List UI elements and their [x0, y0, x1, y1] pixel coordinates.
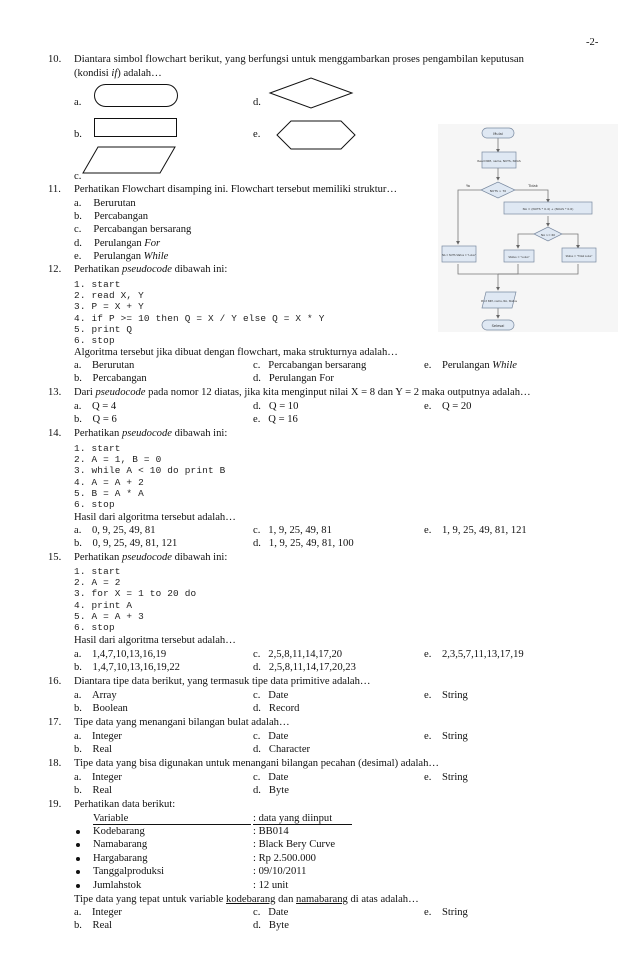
flowchart-end-label: Selesai: [491, 324, 505, 328]
option-b[interactable]: b. Real: [74, 744, 112, 755]
code-line: 6. stop: [74, 622, 115, 633]
option-e[interactable]: e. String: [424, 772, 468, 783]
code-line: 4. A = A + 2: [74, 476, 144, 488]
table-cell-value: : BB014: [253, 826, 289, 837]
question-prompt: Hasil dari algoritma tersebut adalah…: [74, 512, 236, 523]
question-text: Tipe data yang bisa digunakan untuk menangani bilangan pecahan (desimal) adalah…: [74, 758, 439, 769]
option-a[interactable]: a. Integer: [74, 731, 122, 742]
option-d[interactable]: d. Record: [253, 703, 300, 714]
code-line: 6. stop: [74, 499, 115, 510]
question-number: 16.: [48, 676, 62, 687]
option-e[interactable]: e. String: [424, 731, 468, 742]
code-line: 4. if P >= 10 then Q = X / Y else Q = X * Y: [74, 312, 325, 324]
option-d[interactable]: d. Perulangan For: [253, 373, 334, 384]
code-line: 2. A = 1, B = 0: [74, 454, 162, 466]
flowchart-no-label: Tidak: [528, 184, 538, 188]
code-line: 1. start: [74, 443, 121, 454]
question-prompt: Hasil dari algoritma tersebut adalah…: [74, 635, 236, 646]
question-text: Dari pseudocode pada nomor 12 diatas, jika kita menginput nilai X = 8 dan Y = 2 maka outputnya adalah…: [74, 387, 531, 398]
table-cell-value: : 09/10/2011: [253, 866, 307, 878]
terminator-symbol[interactable]: [94, 84, 178, 108]
question-number: 19.: [48, 799, 62, 810]
option-c[interactable]: c. Date: [253, 907, 289, 918]
option-e[interactable]: e. 2,3,5,7,11,13,17,19: [424, 649, 524, 660]
code-line: 4. print A: [74, 599, 133, 611]
option-b[interactable]: b. Q = 6: [74, 414, 117, 425]
flowchart-figure: [438, 124, 618, 332]
question-text: Perhatikan pseudocode dibawah ini:: [74, 552, 228, 563]
table-header-value: : data yang diinput: [253, 813, 352, 825]
option-label-e: e.: [253, 129, 261, 140]
option-c[interactable]: c. 2,5,8,11,14,17,20: [253, 649, 343, 660]
code-line: 6. stop: [74, 335, 115, 346]
flowchart-output-label: Print NIM, nama, NA, Status: [480, 300, 518, 303]
code-line: 1. start: [74, 279, 121, 290]
option-e[interactable]: e. 1, 9, 25, 49, 81, 121: [424, 525, 527, 536]
input-output-symbol[interactable]: [82, 146, 176, 174]
option-a[interactable]: a. Berurutan: [74, 360, 135, 371]
option-e[interactable]: e. Perulangan While: [74, 250, 169, 262]
question-number: 18.: [48, 758, 62, 769]
option-e[interactable]: e. Perulangan While: [424, 360, 517, 371]
option-b[interactable]: b. Real: [74, 785, 112, 796]
table-cell-variable: Tanggalproduksi: [93, 866, 165, 878]
flowchart-cond1-label: NUTS > 70: [489, 189, 507, 193]
option-d[interactable]: d. Character: [253, 744, 311, 755]
option-a[interactable]: a. Q = 4: [74, 401, 117, 412]
table-cell-variable: Kodebarang: [93, 826, 145, 837]
flowchart-diagram: [438, 124, 618, 332]
option-a[interactable]: a. 0, 9, 25, 49, 81: [74, 525, 156, 536]
code-line: 1. start: [74, 566, 121, 577]
code-line: 5. B = A * A: [74, 487, 144, 499]
bullet-icon: [76, 830, 80, 834]
option-d[interactable]: d. 1, 9, 25, 49, 81, 100: [253, 538, 354, 549]
table-header-variable: Variable: [93, 813, 251, 825]
option-a[interactable]: a. Integer: [74, 907, 122, 918]
bullet-icon: [76, 843, 80, 847]
table-cell-variable: Namabarang: [93, 839, 148, 851]
code-line: 2. A = 2: [74, 577, 121, 589]
option-b[interactable]: b. Boolean: [74, 703, 128, 714]
option-d[interactable]: d. Byte: [253, 920, 289, 931]
code-line: 3. while A < 10 do print B: [74, 465, 226, 477]
question-number: 11.: [48, 184, 61, 195]
question-prompt: Algoritma tersebut jika dibuat dengan flowchart, maka strukturnya adalah…: [74, 347, 398, 358]
option-e2[interactable]: e. Q = 16: [253, 414, 298, 425]
table-cell-value: : Black Bery Curve: [253, 839, 336, 851]
flowchart-cond2-label: NA >= 60: [540, 233, 556, 237]
decision-symbol[interactable]: [269, 77, 353, 109]
code-line: 2. read X, Y: [74, 290, 144, 302]
code-line: 3. for X = 1 to 20 do: [74, 588, 197, 600]
option-d[interactable]: d. Perulangan For: [74, 237, 161, 249]
option-e[interactable]: e. String: [424, 907, 468, 918]
question-text: Perhatikan pseudocode dibawah ini:: [74, 264, 228, 275]
option-b[interactable]: b. Real: [74, 920, 112, 931]
question-number: 14.: [48, 428, 62, 439]
option-a[interactable]: a. 1,4,7,10,13,16,19: [74, 649, 167, 660]
bullet-icon: [76, 884, 80, 888]
flowchart-input-label: Read NIM, nama, NUTS, NUAS: [477, 159, 521, 163]
flowchart-left-label: NA = NUTS Status = "Lulus": [442, 254, 476, 257]
question-text: Tipe data yang menangani bilangan bulat adalah…: [74, 717, 290, 728]
question-text: Perhatikan data berikut:: [74, 799, 176, 810]
table-cell-value: : 12 unit: [253, 879, 289, 891]
flowchart-right-label: Status = "Tidak Lulus": [565, 255, 593, 258]
question-number: 12.: [48, 264, 62, 275]
flowchart-mid-label: Status = "Lulus": [508, 256, 530, 259]
bullet-icon: [76, 870, 80, 874]
question-number: 15.: [48, 552, 62, 563]
question-number: 10.: [48, 54, 62, 65]
option-label-d: d.: [253, 97, 261, 108]
flowchart-yes-label: Ya: [466, 184, 470, 188]
option-e[interactable]: e. String: [424, 690, 468, 701]
question-text-line2: (kondisi if) adalah…: [74, 68, 162, 79]
option-a[interactable]: a. Berurutan: [74, 198, 136, 209]
option-c[interactable]: c. Date: [253, 690, 289, 701]
table-cell-variable: Hargabarang: [93, 852, 148, 864]
table-cell-value: : Rp 2.500.000: [253, 852, 316, 864]
option-a[interactable]: a. Integer: [74, 772, 122, 783]
process-symbol[interactable]: [94, 118, 178, 138]
option-c[interactable]: c. Date: [253, 772, 289, 783]
option-c[interactable]: c. Percabangan bersarang: [74, 224, 192, 236]
option-b[interactable]: b. 1,4,7,10,13,16,19,22: [74, 662, 180, 673]
option-b[interactable]: b. Percabangan: [74, 211, 149, 223]
option-label-c: c.: [74, 171, 82, 182]
option-d[interactable]: d. Byte: [253, 785, 289, 796]
option-b[interactable]: b. Percabangan: [74, 373, 147, 384]
code-line: 5. A = A + 3: [74, 610, 144, 622]
option-label-b: b.: [74, 129, 82, 140]
option-d[interactable]: d. Q = 10: [253, 401, 299, 412]
option-c[interactable]: c. Date: [253, 731, 289, 742]
option-a[interactable]: a. Array: [74, 690, 117, 701]
question-text: Diantara tipe data berikut, yang termasuk tipe data primitive adalah…: [74, 676, 371, 687]
flowchart-proc-label: NA = (NUTS * 0.4) + (NUAS * 0.6): [522, 207, 574, 211]
option-b[interactable]: b. 0, 9, 25, 49, 81, 121: [74, 538, 178, 549]
question-number: 17.: [48, 717, 62, 728]
table-cell-variable: Jumlahstok: [93, 879, 142, 891]
code-line: 3. P = X + Y: [74, 301, 144, 313]
bullet-icon: [76, 857, 80, 861]
page-number: -2-: [586, 37, 599, 48]
question-text: Perhatikan Flowchart disamping ini. Flowchart tersebut memiliki struktur…: [74, 184, 398, 195]
option-label-a: a.: [74, 97, 82, 108]
question-text: Diantara simbol flowchart berikut, yang berfungsi untuk menggambarkan proses pengambilan keputusan: [74, 54, 525, 65]
question-prompt: Tipe data yang tepat untuk variable kodebarang dan namabarang di atas adalah…: [74, 894, 419, 905]
question-text: Perhatikan pseudocode dibawah ini:: [74, 428, 228, 439]
question-number: 13.: [48, 387, 62, 398]
preparation-symbol[interactable]: [276, 120, 356, 150]
option-d[interactable]: d. 2,5,8,11,14,17,20,23: [253, 662, 356, 673]
flowchart-start-label: Mulai: [493, 132, 503, 136]
option-c[interactable]: c. Percabangan bersarang: [253, 360, 367, 371]
option-c[interactable]: c. 1, 9, 25, 49, 81: [253, 525, 332, 536]
option-e[interactable]: e. Q = 20: [424, 401, 472, 412]
code-line: 5. print Q: [74, 323, 133, 335]
